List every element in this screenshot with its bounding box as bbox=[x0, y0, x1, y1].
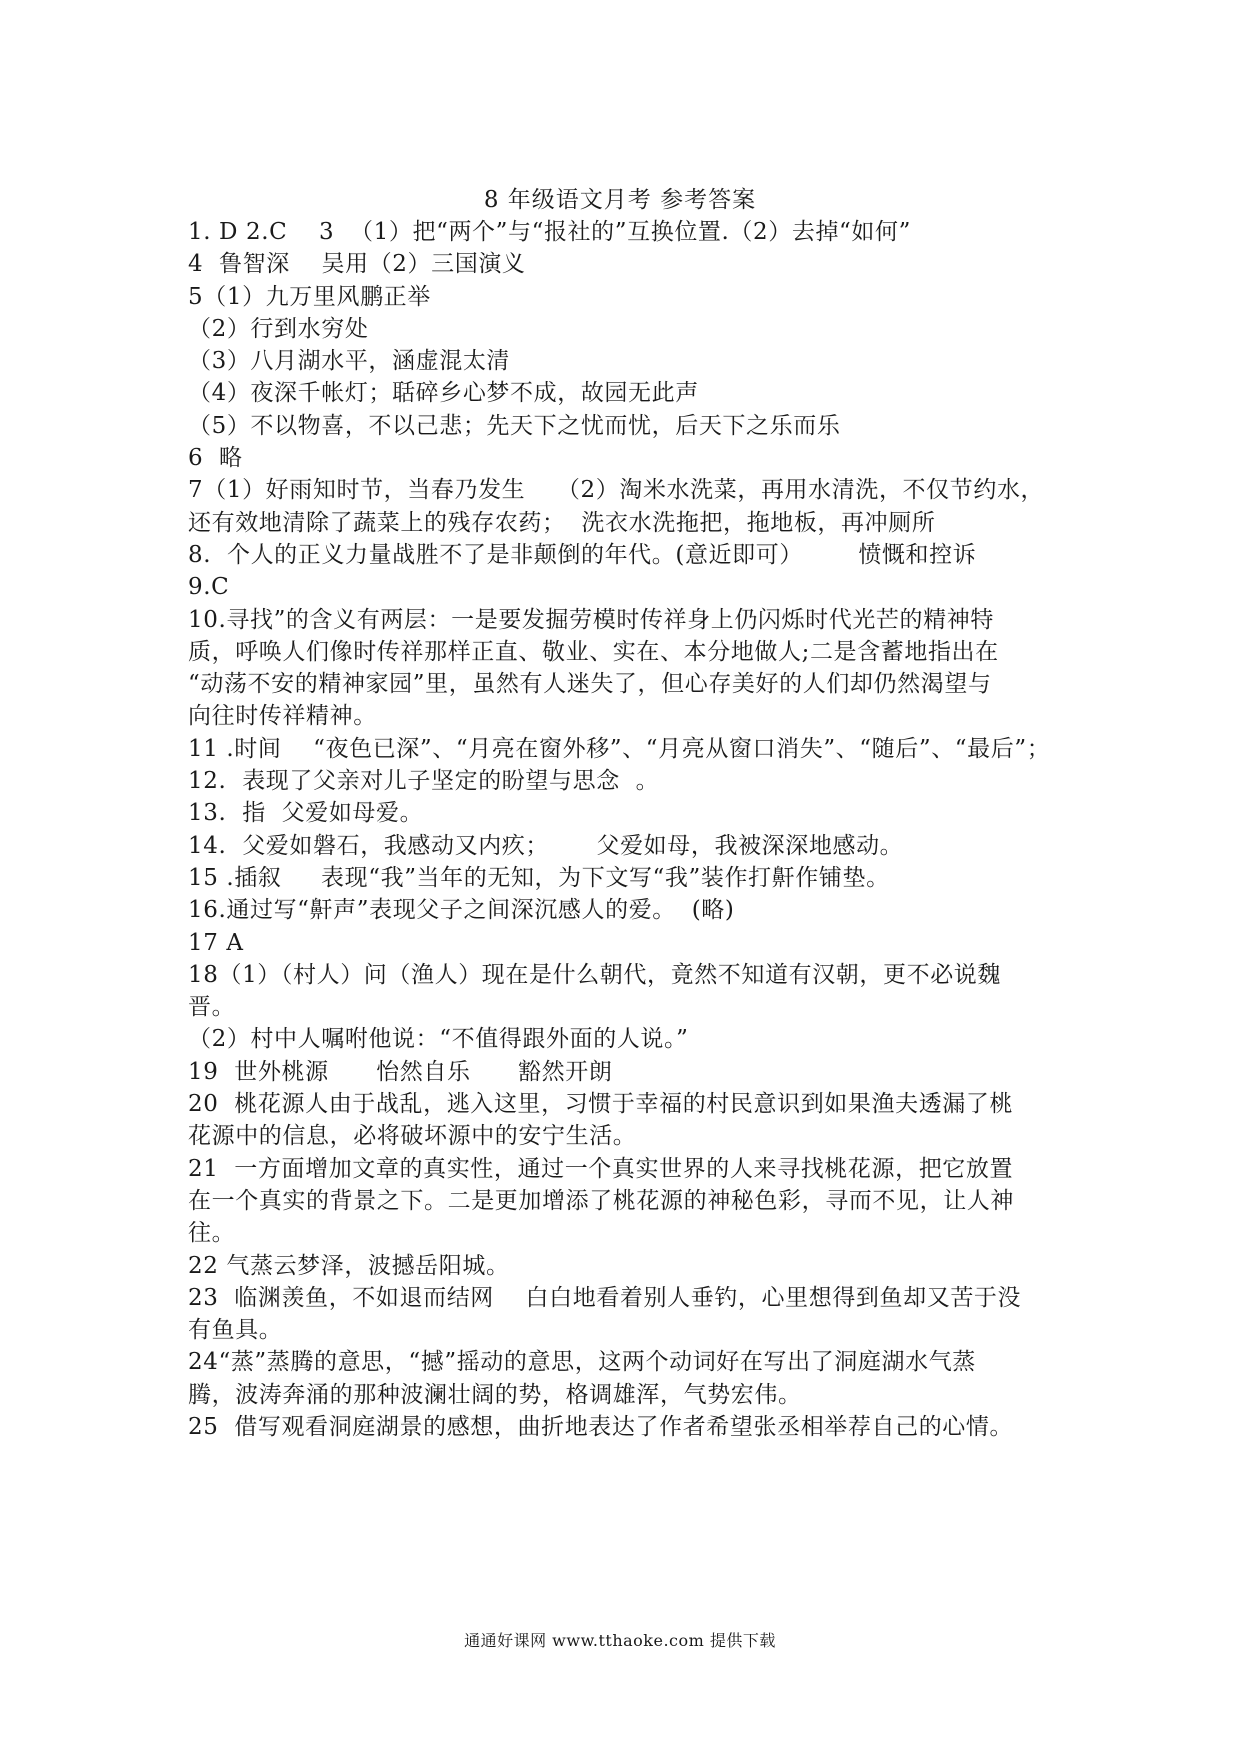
answer-line: 24“蒸”蒸腾的意思，“撼”摇动的意思，这两个动词好在写出了洞庭湖水气蒸 bbox=[188, 1349, 976, 1376]
answer-line: 18（1）（村人）问（渔人）现在是什么朝代，竟然不知道有汉朝，更不必说魏 bbox=[188, 961, 1001, 988]
answer-line: 9.C bbox=[188, 574, 230, 601]
answer-line: 10.寻找”的含义有两层：一是要发掘劳模时传祥身上仍闪烁时代光芒的精神特 bbox=[188, 606, 994, 633]
answer-line: 向往时传祥精神。 bbox=[188, 703, 377, 730]
answer-line: 花源中的信息，必将破坏源中的安宁生活。 bbox=[188, 1123, 637, 1150]
answer-line: 15 .插叙 表现“我”当年的无知，为下文写“我”装作打鼾作铺垫。 bbox=[188, 864, 890, 891]
answer-line: 5（1）九万里风鹏正举 bbox=[188, 283, 431, 310]
answer-line: 17 A bbox=[188, 929, 244, 956]
answer-line: 13. 指 父爱如母爱。 bbox=[188, 800, 424, 827]
answer-line: 还有效地清除了蔬菜上的残存农药； 洗衣水洗拖把，拖地板，再冲厕所 bbox=[188, 509, 936, 536]
answer-line: 往。 bbox=[188, 1220, 236, 1247]
answer-line: 14. 父爱如磐石，我感动又内疚； 父爱如母，我被深深地感动。 bbox=[188, 832, 904, 859]
answer-line: 22 气蒸云梦泽，波撼岳阳城。 bbox=[188, 1252, 510, 1279]
answer-list bbox=[188, 216, 1060, 1443]
answer-line: 在一个真实的背景之下。二是更加增添了桃花源的神秘色彩，寻而不见，让人神 bbox=[188, 1187, 1014, 1214]
answer-line: 4 鲁智深 吴用（2）三国演义 bbox=[188, 251, 526, 278]
answer-line: 20 桃花源人由于战乱，逃入这里，习惯于幸福的村民意识到如果渔夫透漏了桃 bbox=[188, 1091, 1014, 1118]
answer-line: 晋。 bbox=[188, 994, 236, 1021]
page-footer: 通通好课网 www.tthaoke.com 提供下载 bbox=[464, 1631, 776, 1650]
answer-line: （5）不以物喜，不以己悲；先天下之忧而忧，后天下之乐而乐 bbox=[188, 412, 841, 439]
answer-line: 8. 个人的正义力量战胜不了是非颠倒的年代。(意近即可） 愤慨和控诉 bbox=[188, 541, 977, 568]
answer-line: 有鱼具。 bbox=[188, 1317, 283, 1344]
answer-line: （4）夜深千帐灯；聒碎乡心梦不成，故园无此声 bbox=[188, 380, 699, 407]
answer-line: 21 一方面增加文章的真实性，通过一个真实世界的人来寻找桃花源，把它放置 bbox=[188, 1155, 1014, 1182]
answer-line: 25 借写观看洞庭湖景的感想，曲折地表达了作者希望张丞相举荐自己的心情。 bbox=[188, 1413, 1014, 1440]
answer-line: 质，呼唤人们像时传祥那样正直、敬业、实在、本分地做人;二是含蓄地指出在 bbox=[188, 638, 999, 665]
page-title: 8 年级语文月考 参考答案 bbox=[483, 187, 757, 213]
answer-line: （2）行到水穷处 bbox=[188, 315, 369, 342]
answer-line: 12. 表现了父亲对儿子坚定的盼望与思念 。 bbox=[188, 768, 660, 795]
answer-line: （3）八月湖水平，涵虚混太清 bbox=[188, 348, 511, 375]
answer-line: 16.通过写“鼾声”表现父子之间深沉感人的爱。 (略) bbox=[188, 897, 735, 924]
answer-line: 7（1）好雨知时节，当春乃发生 （2）淘米水洗菜，再用水清洗，不仅节约水， bbox=[188, 477, 1045, 504]
answer-line: 6 略 bbox=[188, 445, 243, 472]
answer-line: 腾，波涛奔涌的那种波澜壮阔的势，格调雄浑，气势宏伟。 bbox=[188, 1381, 802, 1408]
answer-line: 23 临渊羡鱼，不如退而结网 白白地看着别人垂钓，心里想得到鱼却又苦于没 bbox=[188, 1284, 1022, 1311]
answer-line: （2）村中人嘱咐他说：“不值得跟外面的人说。” bbox=[188, 1026, 689, 1053]
answer-line: “动荡不安的精神家园”里，虽然有人迷失了，但心存美好的人们却仍然渴望与 bbox=[188, 671, 992, 698]
answer-line: 11 .时间 “夜色已深”、“月亮在窗外移”、“月亮从窗口消失”、“随后”、“最后”； bbox=[188, 735, 1051, 762]
answer-line: 1. D 2.C 3 （1）把“两个”与“报社的”互换位置.（2）去掉“如何” bbox=[188, 219, 911, 245]
answer-line: 19 世外桃源 怡然自乐 豁然开朗 bbox=[188, 1058, 613, 1085]
